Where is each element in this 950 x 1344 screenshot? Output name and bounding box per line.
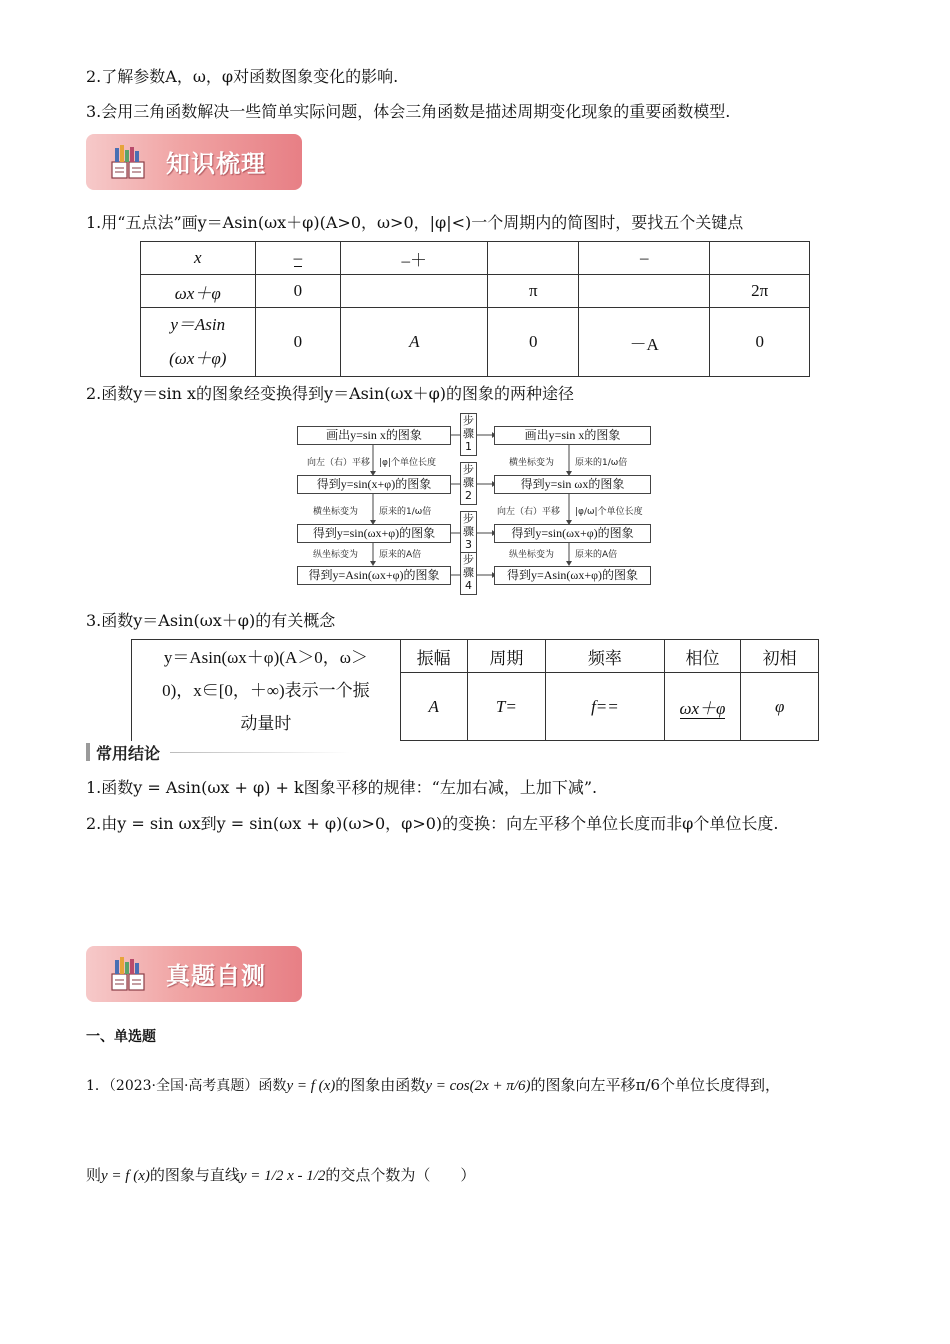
book-icon	[108, 954, 148, 994]
flow-box-right: 画出y=sin x的图象	[494, 426, 651, 445]
exam-section-title: 一、单选题	[86, 1029, 156, 1045]
section-banner-knowledge	[86, 134, 302, 190]
concepts-desc: y＝Asin(ωx＋φ)(A＞0，ω＞ 0)，x∈[0，＋∞)表示一个振 动量时	[132, 640, 401, 741]
table-cell: 0	[710, 308, 810, 377]
table-cell: ωx＋φ	[664, 673, 741, 741]
flow-label: 向左（右）平移	[497, 507, 561, 517]
flow-step: 步骤4	[460, 552, 477, 595]
header-bar	[86, 743, 90, 761]
flow-step: 步骤3	[460, 511, 477, 554]
flow-box-right: 得到y=Asin(ωx+φ)的图象	[494, 566, 651, 585]
flow-box-right: 得到y=sin(ωx+φ)的图象	[494, 524, 651, 543]
flow-label: |φ|个单位长度	[379, 458, 437, 468]
banner-title: 知识梳理	[166, 150, 266, 178]
table-cell	[341, 275, 488, 308]
table-cell	[579, 275, 710, 308]
table-cell: T=	[467, 673, 546, 741]
flow-label: 纵坐标变为	[509, 550, 555, 560]
conclusions-title: 常用结论	[96, 744, 161, 763]
table-cell: A	[400, 673, 467, 741]
table-header: 振幅	[400, 640, 467, 673]
table-cell: A	[341, 308, 488, 377]
flow-label: 向左（右）平移	[307, 458, 371, 468]
flow-label: 原来的1/ω倍	[379, 507, 432, 517]
objective-3: 3.会用三角函数解决一些简单实际问题，体会三角函数是描述周期变化现象的重要函数模型.	[86, 102, 731, 121]
transform-flowchart	[297, 413, 653, 594]
table-header: 相位	[664, 640, 741, 673]
table-cell: ωx＋φ	[141, 275, 256, 308]
table-header: 周期	[467, 640, 546, 673]
objective-2: 2.了解参数A，ω，φ对函数图象变化的影响.	[86, 67, 399, 86]
five-point-heading: 1.用“五点法”画y＝Asin(ωx＋φ)(A>0，ω>0，|φ|<)一个周期内的简图时，要找五个关键点	[86, 213, 744, 232]
table-cell: φ	[741, 673, 819, 741]
table-cell: 2π	[710, 275, 810, 308]
table-cell: y＝Asin (ωx＋φ)	[141, 308, 256, 377]
table-header: 初相	[741, 640, 819, 673]
table-cell: －A	[579, 308, 710, 377]
book-icon	[108, 142, 148, 182]
conclusion-2: 2.由y = sin ωx到y = sin(ωx + φ)(ω>0，φ>0)的变换：向左平移个单位长度而非φ个单位长度.	[86, 814, 779, 833]
table-cell: –＋	[341, 242, 488, 275]
flow-box-left: 得到y=sin(ωx+φ)的图象	[297, 524, 451, 543]
table-cell: π	[488, 275, 579, 308]
flow-label: 纵坐标变为	[313, 550, 359, 560]
flow-box-left: 得到y=sin(x+φ)的图象	[297, 475, 451, 494]
table-cell: –	[579, 242, 710, 275]
question-1-line1: 1．（2023·全国·高考真题）函数y = f (x)的图象由函数y = cos(2x + π/6)的图象向左平移π/6个单位长度得到，	[86, 1076, 781, 1094]
concepts-table	[131, 639, 819, 741]
flow-box-left: 画出y=sin x的图象	[297, 426, 451, 445]
flow-label: 原来的1/ω倍	[575, 458, 628, 468]
table-cell: 0	[255, 275, 341, 308]
question-1-line2: 则y = f (x)的图象与直线y = 1/2 x - 1/2的交点个数为（ ）	[86, 1166, 476, 1184]
flow-label: 原来的A倍	[379, 550, 422, 560]
table-cell: 0	[488, 308, 579, 377]
flow-step: 步骤1	[460, 413, 477, 456]
five-point-table	[140, 241, 810, 377]
section-banner-exam	[86, 946, 302, 1002]
header-rule	[170, 752, 350, 753]
flow-step: 步骤2	[460, 462, 477, 505]
table-cell	[488, 242, 579, 275]
table-header: 频率	[546, 640, 664, 673]
flow-label: 原来的A倍	[575, 550, 618, 560]
banner-title: 真题自测	[166, 962, 266, 990]
table-cell: f==	[546, 673, 664, 741]
flow-label: 横坐标变为	[313, 507, 359, 517]
transform-heading: 2.函数y＝sin x的图象经变换得到y＝Asin(ωx＋φ)的图象的两种途径	[86, 384, 575, 403]
table-cell: x	[141, 242, 256, 275]
concepts-heading: 3.函数y＝Asin(ωx＋φ)的有关概念	[86, 611, 336, 630]
conclusions-header	[86, 741, 356, 763]
table-cell	[710, 242, 810, 275]
table-cell: 0	[255, 308, 341, 377]
flow-label: 横坐标变为	[509, 458, 555, 468]
table-cell: –	[255, 242, 341, 275]
flow-box-right: 得到y=sin ωx的图象	[494, 475, 651, 494]
flow-label: |φ/ω|个单位长度	[575, 507, 643, 517]
flow-box-left: 得到y=Asin(ωx+φ)的图象	[297, 566, 451, 585]
conclusion-1: 1.函数y = Asin(ωx + φ) + k图象平移的规律：“左加右减，上加下减”.	[86, 778, 598, 797]
